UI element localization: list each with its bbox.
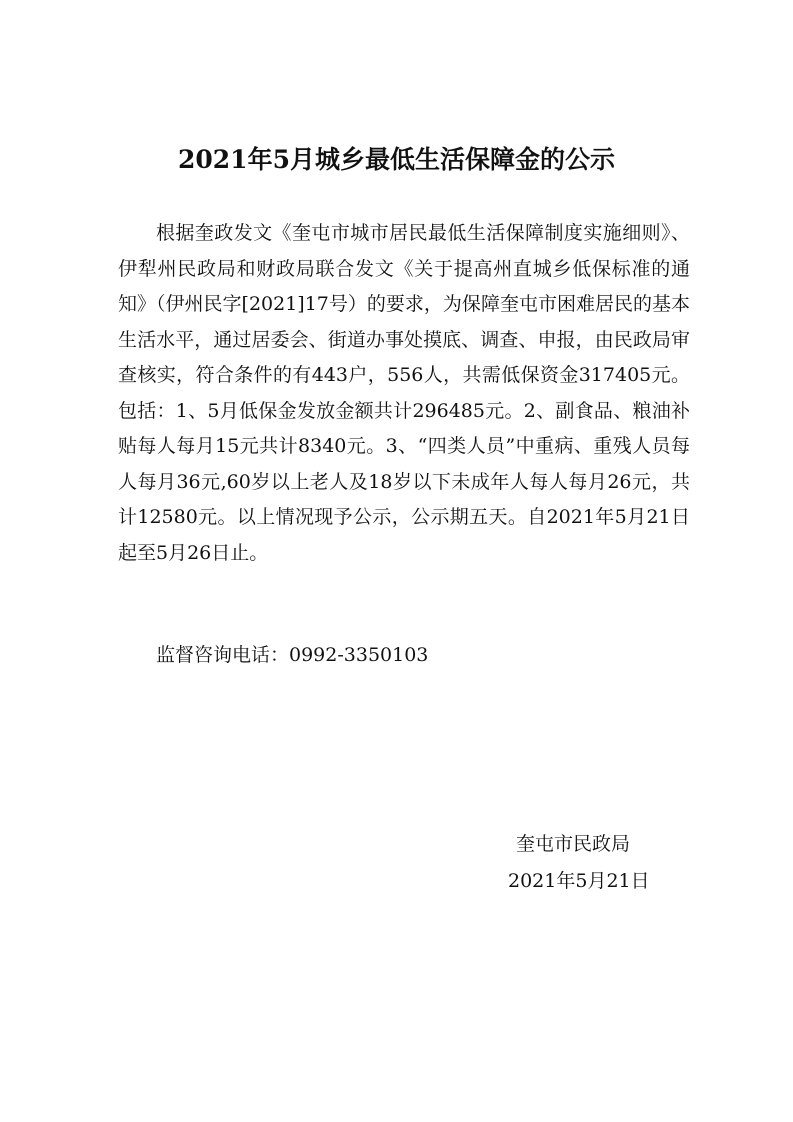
page-title: 2021年5月城乡最低生活保障金的公示 — [178, 145, 615, 174]
contact-phone-line: 监督咨询电话：0992-3350103 — [156, 644, 429, 666]
signature-organization: 奎屯市民政局 — [516, 833, 631, 855]
notice-body-paragraph: 根据奎政发文《奎屯市城市居民最低生活保障制度实施细则》、伊犁州民政局和财政局联合发文《关于提高州直城乡低保标准的通知》（伊州民字[2021]17号）的要求，为保障奎屯市困难居民的基本生活水平，通过居委会、街道办事处摸底、调查、申报，由民政局审查核实，符合条件的有443户，556人，共需低保资金317405元。包括：1、5月低保金发放金额共计296485元。2、副食品、粮油补贴每人每月15元共计8340元。3、“四类人员”中重病、重残人员每人每月36元,60岁以上老人及18岁以下未成年人每人每月26元，共计12580元。以上情况现予公示，公示期五天。自2021年5月21日起至5月26日止。 — [118, 222, 690, 564]
signature-date: 2021年5月21日 — [508, 870, 650, 892]
